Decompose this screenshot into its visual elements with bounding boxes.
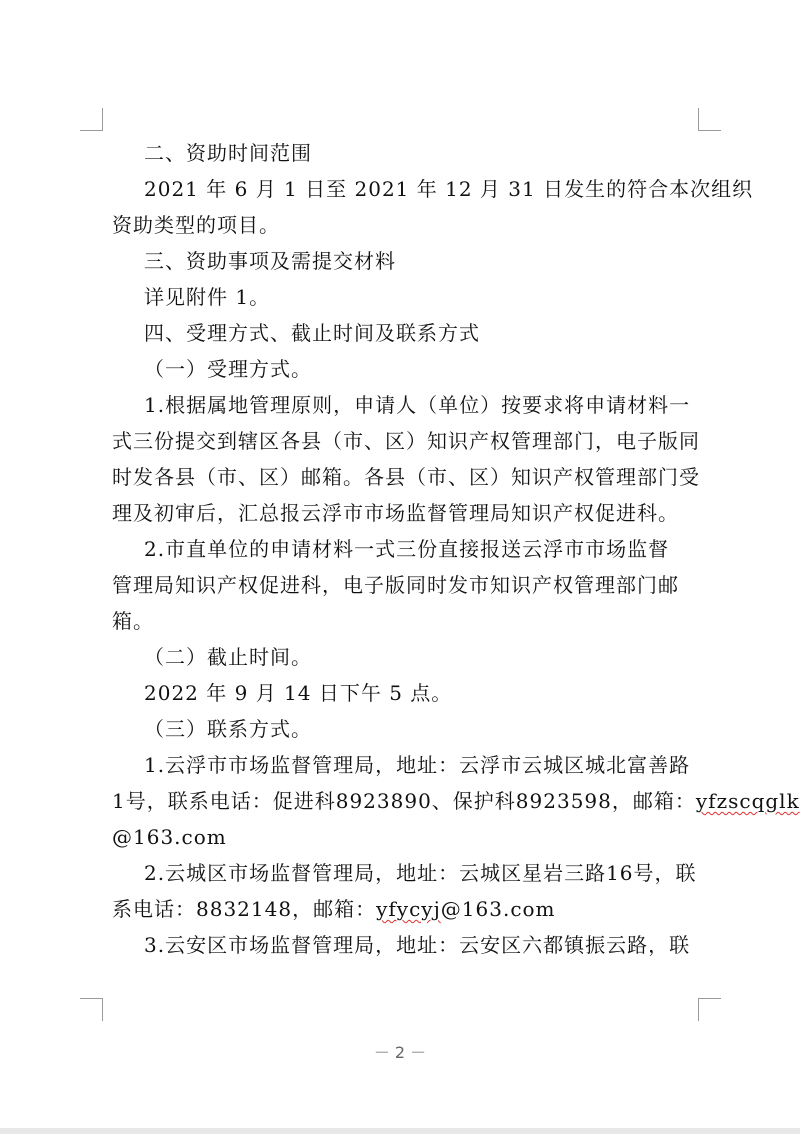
contact-text: 1号，联系电话：促进科8923890、保护科8923598，邮箱： bbox=[112, 789, 696, 813]
section-heading-3: 三、资助事项及需提交材料 bbox=[144, 249, 396, 273]
email-link[interactable]: yfzscqglk bbox=[695, 789, 800, 813]
paragraph-line: 资助类型的项目。 bbox=[112, 213, 280, 237]
paragraph-line: 1.根据属地管理原则，申请人（单位）按要求将申请材料一 bbox=[144, 393, 691, 417]
paragraph-line: 2022 年 9 月 14 日下午 5 点。 bbox=[144, 681, 453, 705]
contact-text: 系电话：8832148，邮箱： bbox=[112, 897, 377, 921]
crop-mark-bottom-left bbox=[80, 998, 103, 1021]
paragraph-line: 时发各县（市、区）邮箱。各县（市、区）知识产权管理部门受 bbox=[112, 465, 700, 489]
paragraph-line: 理及初审后，汇总报云浮市市场监督管理局知识产权促进科。 bbox=[112, 501, 679, 525]
paragraph-line: 2021 年 6 月 1 日至 2021 年 12 月 31 日发生的符合本次组织 bbox=[144, 177, 754, 201]
section-heading-4: 四、受理方式、截止时间及联系方式 bbox=[144, 321, 480, 345]
paragraph-line: 式三份提交到辖区各县（市、区）知识产权管理部门，电子版同 bbox=[112, 429, 700, 453]
page-number: － 2 － bbox=[373, 1043, 427, 1062]
subheading: （一）受理方式。 bbox=[144, 357, 312, 381]
paragraph-line: @163.com bbox=[112, 825, 227, 849]
email-domain: @163.com bbox=[440, 897, 556, 921]
paragraph-line: 箱。 bbox=[112, 609, 154, 633]
email-link[interactable]: yfycyj bbox=[376, 897, 441, 921]
crop-mark-top-right bbox=[698, 108, 721, 131]
section-heading-2: 二、资助时间范围 bbox=[144, 141, 312, 165]
paragraph-line: 1.云浮市市场监督管理局，地址：云浮市云城区城北富善路 bbox=[144, 753, 691, 777]
paragraph-line: 详见附件 1。 bbox=[144, 285, 271, 309]
subheading: （二）截止时间。 bbox=[144, 645, 312, 669]
paragraph-line bbox=[112, 892, 556, 926]
paragraph-line bbox=[112, 784, 800, 818]
paragraph-line: 2.市直单位的申请材料一式三份直接报送云浮市市场监督 bbox=[144, 537, 670, 561]
subheading: （三）联系方式。 bbox=[144, 717, 312, 741]
paragraph-line: 2.云城区市场监督管理局，地址：云城区星岩三路16号，联 bbox=[144, 861, 697, 885]
crop-mark-top-left bbox=[80, 108, 103, 131]
page-bottom-edge bbox=[0, 1128, 800, 1134]
paragraph-line: 3.云安区市场监督管理局，地址：云安区六都镇振云路，联 bbox=[144, 933, 691, 957]
paragraph-line: 管理局知识产权促进科，电子版同时发市知识产权管理部门邮 bbox=[112, 573, 679, 597]
crop-mark-bottom-right bbox=[698, 998, 721, 1021]
